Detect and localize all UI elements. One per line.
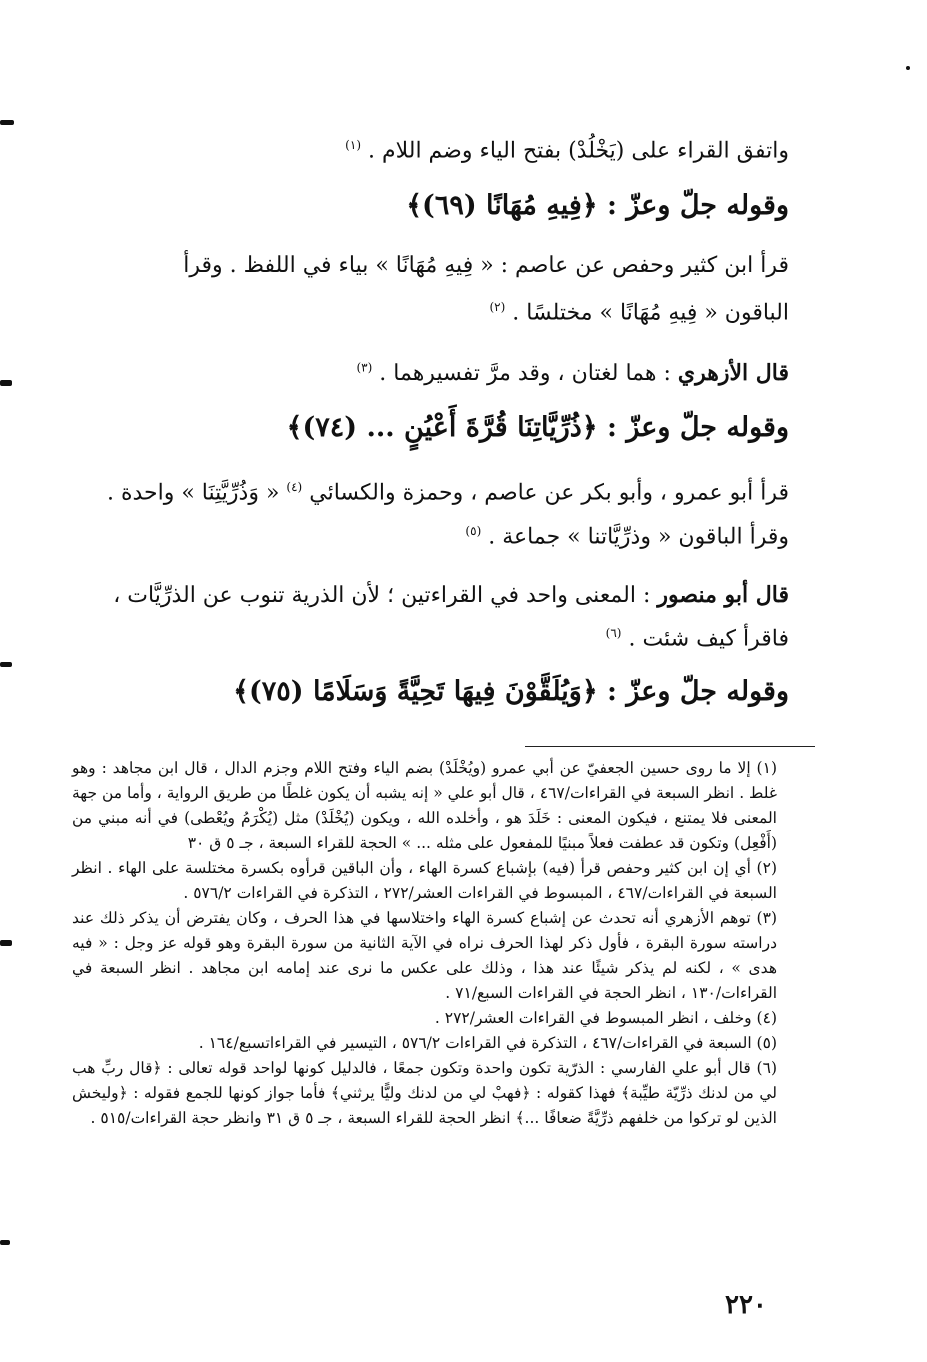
paragraph-azhari: [356, 360, 789, 386]
footnote-4: (٤) وخلف ، انظر المبسوط في القراءات العشر/٢٧٢ .: [434, 1009, 777, 1027]
verse-text: ﴿وَيُلَقَّوْنَ فِيهَا تَحِيَّةً وَسَلَامًا (٧٥)﴾: [233, 676, 598, 707]
scan-mark: [0, 380, 12, 386]
paragraph-agreement: [345, 138, 789, 163]
verse-intro: وقوله جلّ وعزّ :: [607, 190, 789, 221]
paragraph-text: : هما لغتان ، وقد مرَّ تفسيرهما .: [379, 361, 671, 386]
speaker-label: قال الأزهري: [677, 360, 789, 386]
paragraph-text: : المعنى واحد في القراءتين ؛ لأن الذرية تنوب عن الذرِّيَّات ،: [113, 583, 651, 608]
verse-heading-69: [406, 190, 789, 221]
paragraph-abu-mansur: [606, 626, 789, 651]
footnote-5: (٥) السبعة في القراءات/٤٦٧ ، التذكرة في القراءات ٥٧٦/٢ ، التيسير في القراءاتسبع/١٦٤ .: [198, 1034, 777, 1052]
paragraph-abu-mansur: [113, 582, 789, 608]
scan-dot: [906, 66, 910, 70]
verse-text: ﴿فِيهِ مُهَانًا (٦٩)﴾: [406, 190, 598, 221]
scan-mark: [0, 662, 12, 667]
scan-mark: [0, 1240, 10, 1245]
verse-intro: وقوله جلّ وعزّ :: [607, 676, 789, 707]
footnote-separator: [525, 746, 815, 747]
verse-heading-75: [233, 676, 789, 707]
footnote-ref: (٥): [465, 524, 482, 538]
scan-mark: [0, 120, 14, 125]
paragraph-text: فاقرأ كيف شئت .: [628, 626, 789, 652]
paragraph-text: قرأ أبو عمرو ، وأبو بكر عن عاصم ، وحمزة والكسائي: [309, 480, 789, 506]
verse-text: ﴿ذُرِّيَّاتِنَا قُرَّةَ أَعْيُنٍ ... (٧٤)﴾: [286, 412, 598, 443]
paragraph-reading-line: [107, 480, 789, 505]
paragraph-text: « وَذُرِّيَّتِنَا » واحدة .: [106, 480, 280, 506]
footnote-ref: (٣): [356, 360, 373, 375]
verse-heading-74: [287, 412, 789, 443]
paragraph-text: واتفق القراء على (يَخْلُدْ) بفتح الياء وضم اللام .: [368, 138, 789, 164]
speaker-label: قال أبو منصور: [657, 582, 789, 608]
paragraph-text: وقرأ الباقون « وذرِّيَّاتنا » جماعة .: [488, 524, 789, 550]
footnote-ref: (٤): [286, 480, 303, 494]
footnote-ref: (٢): [489, 300, 506, 314]
footnote-ref: (٦): [605, 626, 622, 640]
footnote-1: (١) إلا ما روى حسين الجعفيّ عن أبي عمرو (ويُخْلَدْ) بضم الياء وفتح اللام وجزم الدال ، قال ابن مجاهد : وهو غلط . انظر السبعة في القراءات/٤٦٧ ، قال أبو علي « إنه يشبه أن يكون غلطًا من طريق الرواية ، وأما من جهة المعنى فلا يمتنع ، فيكون المعنى : خَلَدَ هو ، وأخلده الله ، ويكون (يُخْلَدْ) مثل (يُكْرَمُ ويُعْطى) في أنه مبني من (أَفْعِل) وتكون قد عطفت فعلاً مبنيًا للمفعول على مثله ... » الحجة للقراء السبعة ، جـ ٥ ق ٣٠: [72, 759, 778, 852]
scan-mark: [0, 940, 12, 946]
footnote-3: (٣) توهم الأزهري أنه تحدث عن إشباع كسرة الهاء واختلاسها في هذا الحرف ، وكان يفترض أن يذكر ذلك عند دراسته سورة البقرة ، فأول ذكر لهذا الحرف نراه في الآية الثانية من سورة البقرة وهو قوله عز وجل : « فيه هدى » ، لكنه لم يذكر شيئًا عند هذا ، وذلك على عكس ما نرى عند إمامه ابن مجاهد . انظر السبعة في القراءات/١٣٠ ، انظر الحجة في القراءات السبع/٧١ .: [72, 909, 777, 1002]
paragraph-reading-line: [183, 253, 789, 278]
footnotes: [72, 756, 777, 1131]
footnote-6: (٦) قال أبو علي الفارسي : الذرّية تكون واحدة وتكون جمعًا ، فالدليل كونها لواحد قوله تعالى : ﴿قال ربِّ هب لي من لدنك ذرِّيّة طيِّبة﴾ فهذا كقوله : ﴿فهبْ لي من لدنك وليًّا يرثني﴾ فأما جواز كونها للجمع فقوله : ﴿وليخش الذين لو تركوا من خلفهم ذرِّيَّةً ضعافًا ...﴾ انظر الحجة للقراء السبعة ، جـ ٥ ق ٣١ وانظر حجة القراءات/٥١٥ .: [72, 1059, 777, 1127]
footnote-2: (٢) أي إن ابن كثير وحفص قرأ (فيه) بإشباع كسرة الهاء ، وأن الباقين قرأوه بكسرة مختلسة على الهاء . انظر السبعة في القراءات/٤٦٧ ، المبسوط في القراءات العشر/٢٧٢ ، التذكرة في القراءات ٥٧٦/٢ .: [72, 859, 777, 902]
page-number: ٢٢٠: [725, 1290, 767, 1320]
paragraph-text: قرأ ابن كثير وحفص عن عاصم : « فِيهِ مُهَانًا » بياء في اللفظ . وقرأ: [183, 253, 789, 278]
paragraph-reading-line: [489, 300, 789, 325]
paragraph-reading-line: [465, 524, 789, 549]
verse-intro: وقوله جلّ وعزّ :: [607, 412, 789, 443]
footnote-ref: (١): [345, 138, 361, 152]
paragraph-text: الباقون « فِيهِ مُهَانًا » مختلسًا .: [512, 300, 789, 326]
